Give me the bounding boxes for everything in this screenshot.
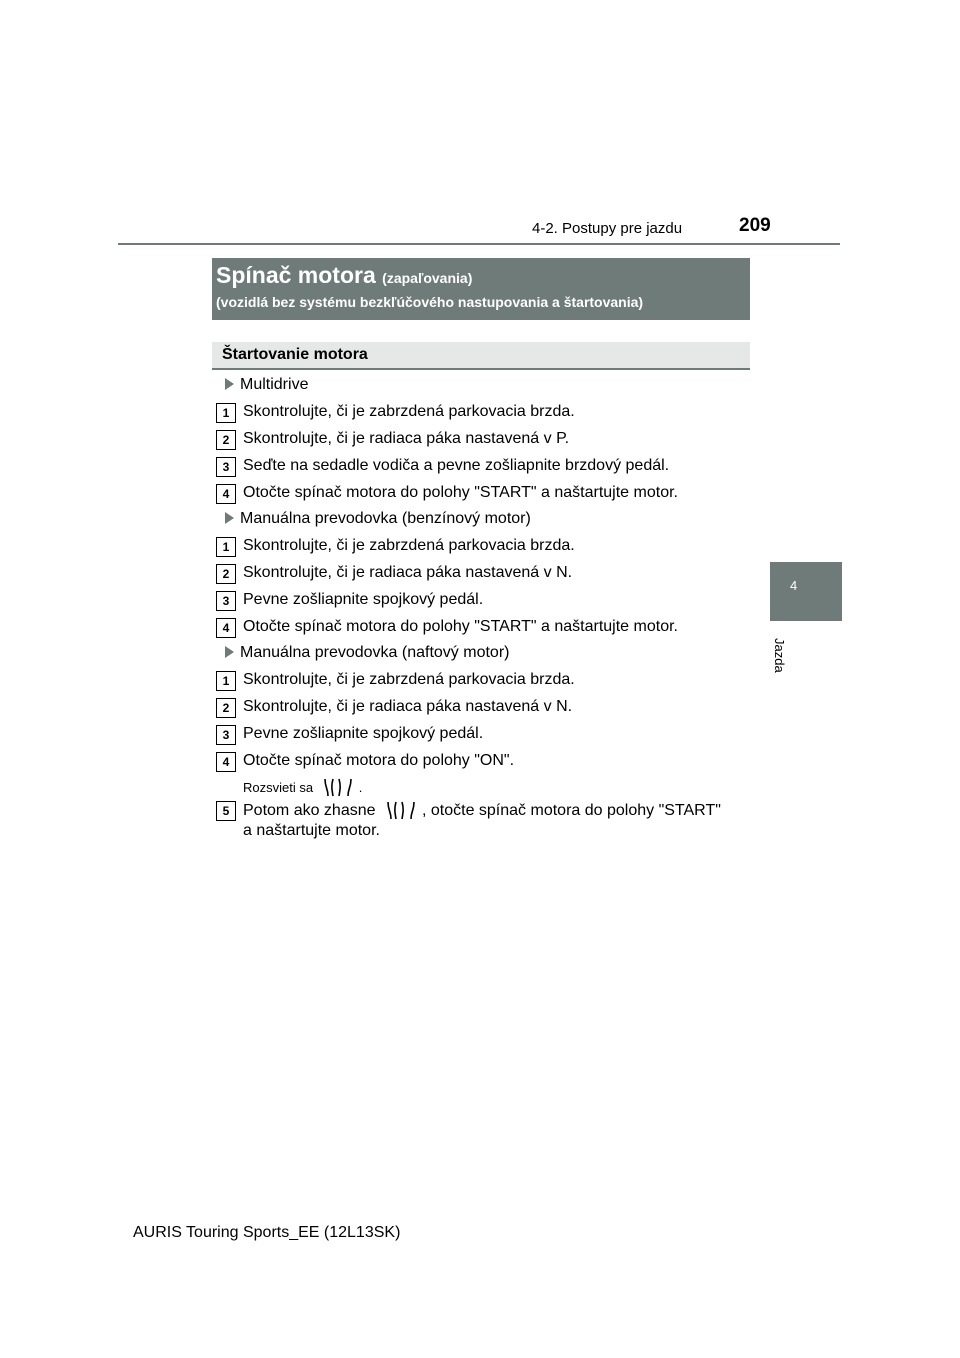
- step-number-badge: 2: [216, 430, 236, 450]
- section-label: 4-2. Postupy pre jazdu: [532, 220, 683, 237]
- step-text: Seďte na sedadle vodiča a pevne zošliapnite brzdový pedál.: [243, 457, 670, 474]
- step5-text-after: , otočte spínač motora do polohy "START": [421, 802, 721, 819]
- step-text: Otočte spínač motora do polohy "ON".: [243, 752, 515, 769]
- step-number-badge: 1: [216, 671, 236, 691]
- step-text: Skontrolujte, či je zabrzdená parkovacia brzda.: [243, 403, 575, 420]
- step-number-badge: 2: [216, 698, 236, 718]
- page-subtitle: (vozidlá bez systému bezkľúčového nastupovania a štartovania): [216, 294, 644, 310]
- page-title-main: Spínač motora: [216, 262, 376, 288]
- step-text: Otočte spínač motora do polohy "START" a naštartujte motor.: [243, 618, 678, 635]
- mode-label: Manuálna prevodovka (benzínový motor): [240, 510, 531, 527]
- header-rule: [118, 243, 840, 245]
- step-text: Otočte spínač motora do polohy "START" a naštartujte motor.: [243, 484, 678, 501]
- chapter-tab: [770, 562, 842, 621]
- step-number-badge: 1: [216, 537, 236, 557]
- step-text: [243, 799, 721, 821]
- step-note: [243, 776, 362, 798]
- step-number-badge: 3: [216, 591, 236, 611]
- step-number-badge: 4: [216, 752, 236, 772]
- glow-plug-indicator-icon: [386, 799, 416, 821]
- mode-label: Multidrive: [240, 376, 309, 393]
- arrow-icon: [225, 378, 234, 390]
- page-title: [216, 262, 472, 289]
- step-text: Pevne zošliapnite spojkový pedál.: [243, 725, 484, 742]
- chapter-number: 4: [790, 578, 798, 593]
- step-number-badge: 4: [216, 484, 236, 504]
- step-text: Pevne zošliapnite spojkový pedál.: [243, 591, 484, 608]
- step-number-badge: 3: [216, 725, 236, 745]
- note-text-after: .: [358, 780, 363, 795]
- step-number-badge: 2: [216, 564, 236, 584]
- mode-heading: [225, 644, 509, 662]
- arrow-icon: [225, 512, 234, 524]
- arrow-icon: [225, 646, 234, 658]
- step-number-badge: 5: [216, 801, 236, 821]
- step-text: Skontrolujte, či je radiaca páka nastavená v P.: [243, 430, 570, 447]
- step-text: Skontrolujte, či je radiaca páka nastavená v N.: [243, 698, 573, 715]
- step-number-badge: 1: [216, 403, 236, 423]
- step-text: Skontrolujte, či je zabrzdená parkovacia brzda.: [243, 537, 575, 554]
- mode-label: Manuálna prevodovka (naftový motor): [240, 644, 510, 661]
- step5-text-before: Potom ako zhasne: [243, 802, 376, 819]
- subheading: [212, 342, 750, 370]
- footer-model-label: AURIS Touring Sports_EE (12L13SK): [133, 1224, 401, 1241]
- subheading-label: Štartovanie motora: [222, 346, 368, 363]
- page-title-suffix: (zapaľovania): [382, 270, 473, 286]
- step-text: Skontrolujte, či je radiaca páka nastavená v N.: [243, 564, 573, 581]
- step-number-badge: 4: [216, 618, 236, 638]
- mode-heading: [225, 376, 308, 394]
- glow-plug-indicator-icon: [323, 776, 353, 798]
- step-text: Skontrolujte, či je zabrzdená parkovacia brzda.: [243, 671, 575, 688]
- title-box: [212, 258, 750, 320]
- step-number-badge: 3: [216, 457, 236, 477]
- mode-heading: [225, 510, 531, 528]
- step-text-continuation: a naštartujte motor.: [243, 822, 380, 839]
- note-text-before: Rozsvieti sa: [243, 780, 314, 795]
- page-number: 209: [739, 215, 771, 236]
- chapter-name: Jazda: [772, 638, 787, 673]
